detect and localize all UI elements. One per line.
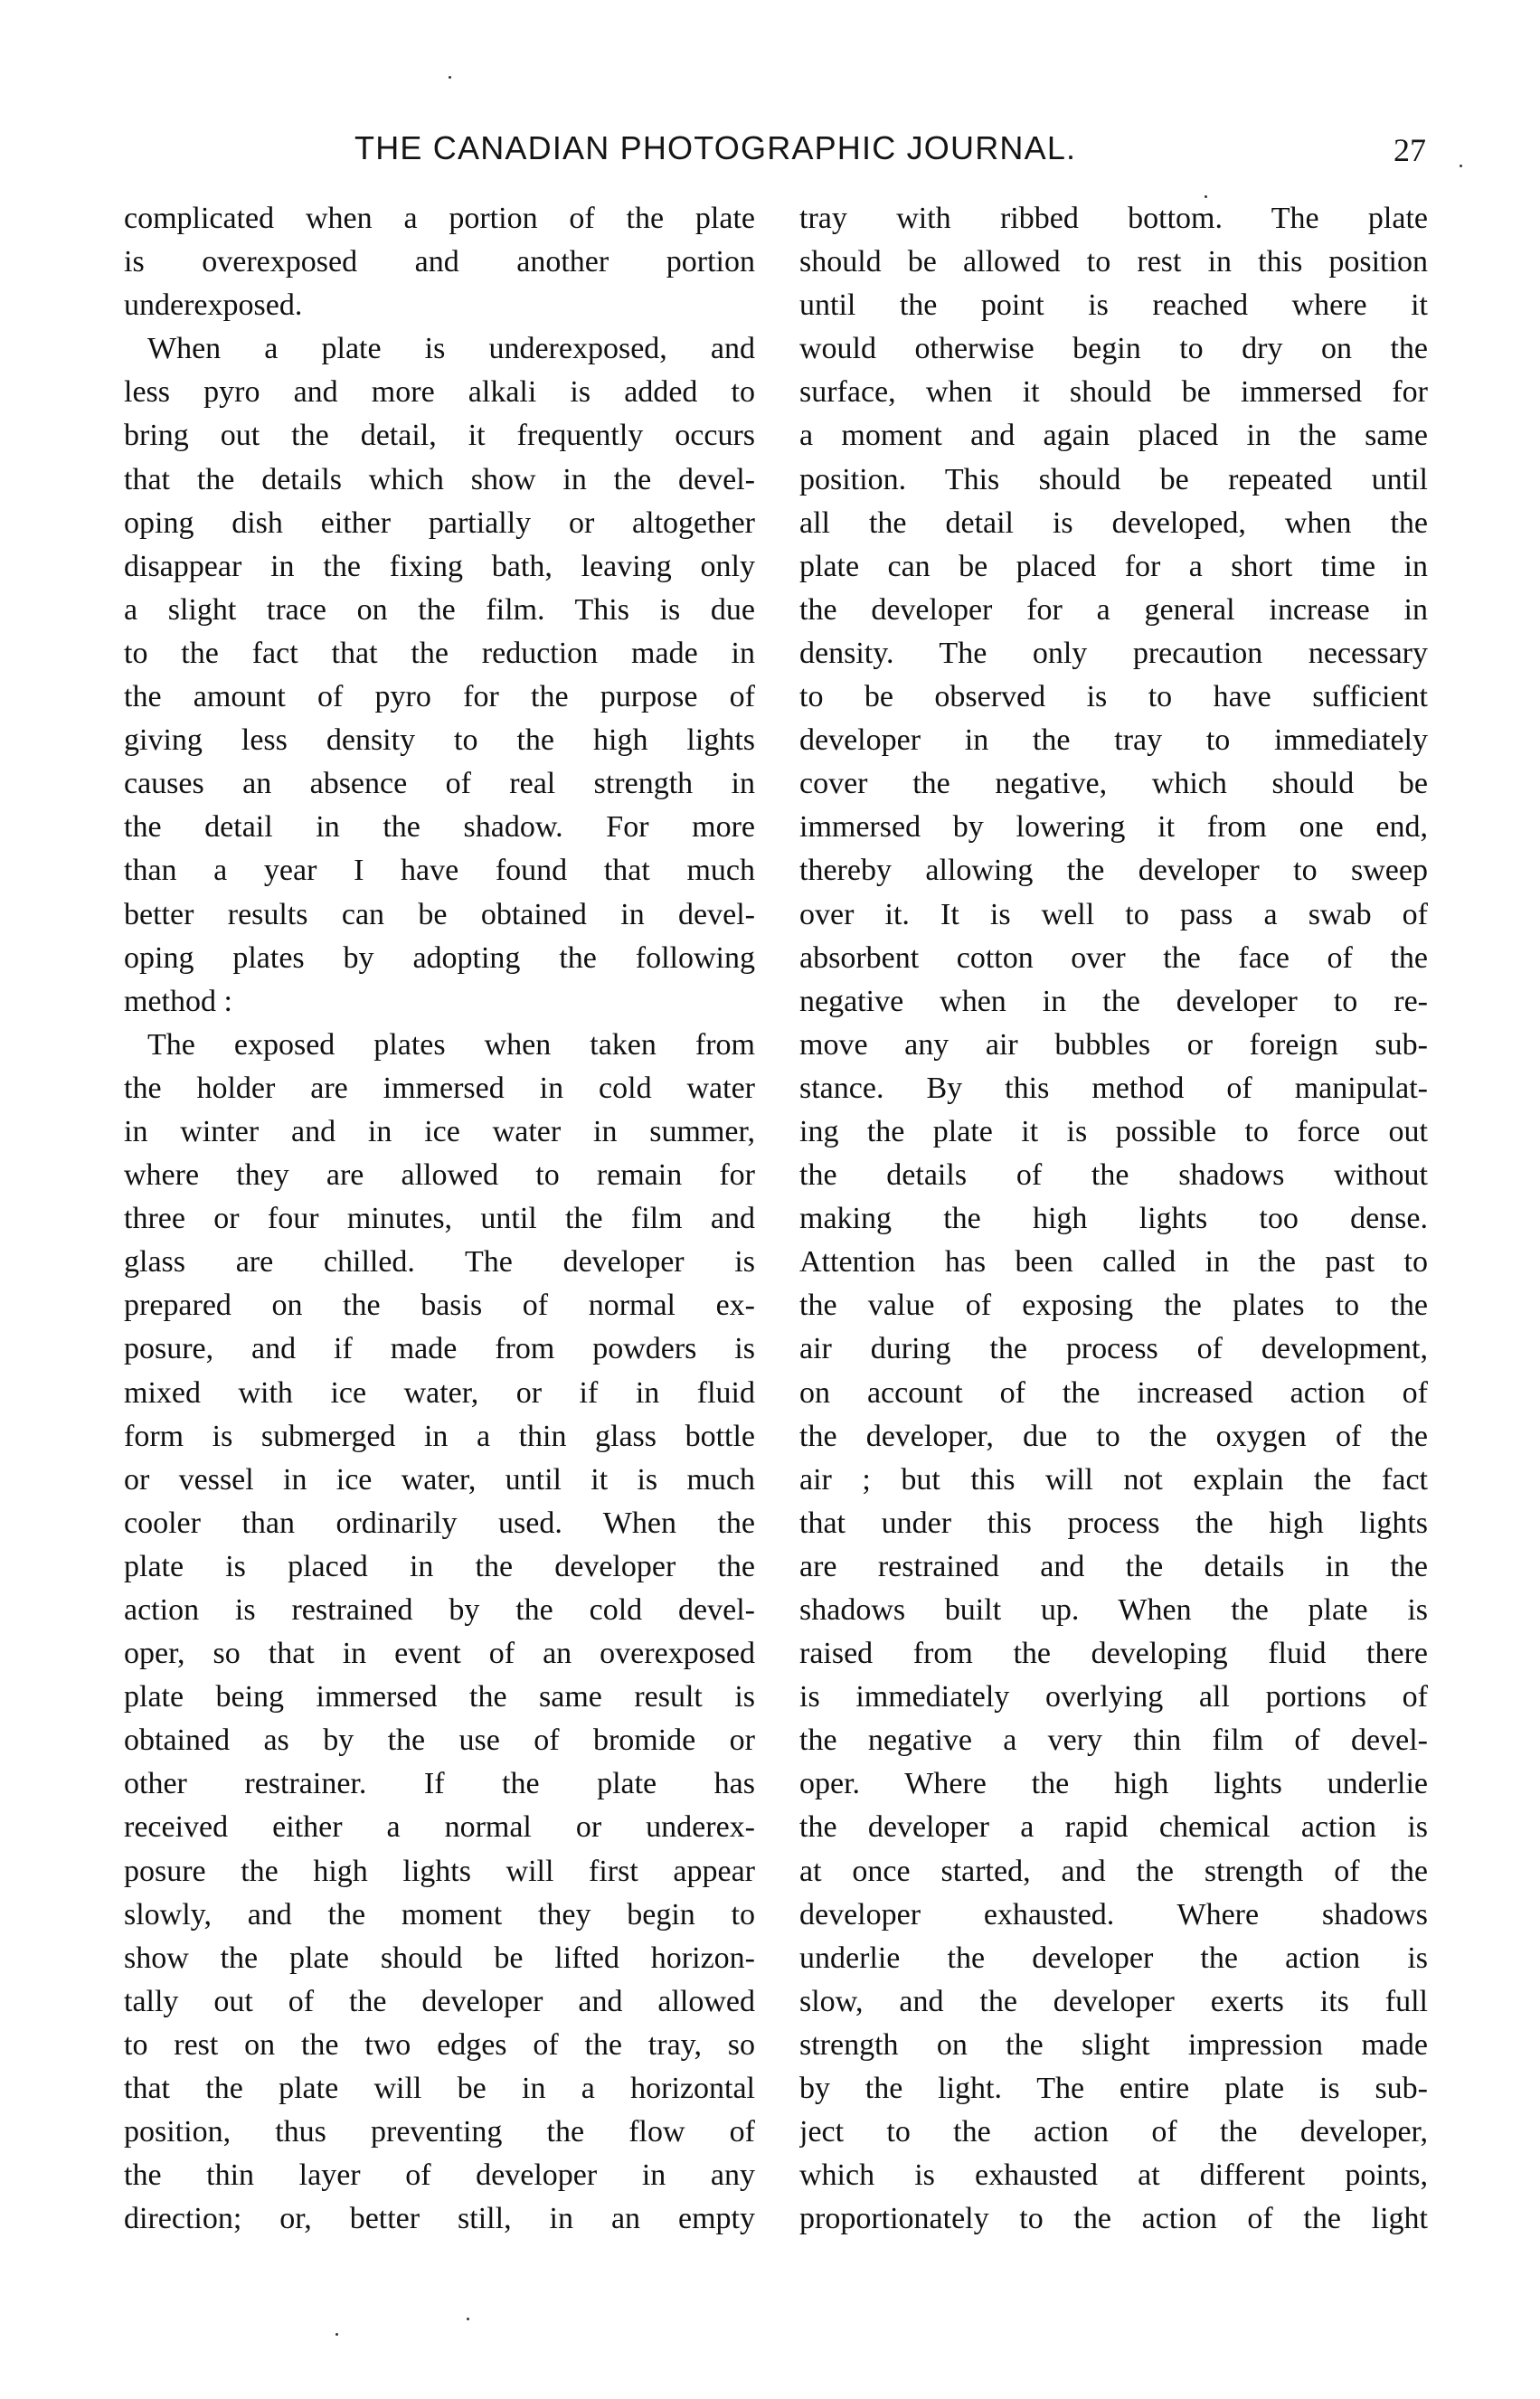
text-line: thereby allowing the developer to sweep [799, 854, 1428, 888]
text-line: proportionately to the action of the light [799, 2202, 1428, 2236]
text-line: air ; but this will not explain the fact [799, 1462, 1428, 1497]
text-line: plate can be placed for a short time in [799, 549, 1428, 583]
text-line: three or four minutes, until the film and [124, 1202, 755, 1236]
text-line: which is exhausted at different points, [799, 2158, 1428, 2193]
text-line: developer in the tray to immediately [799, 723, 1428, 758]
text-line: absorbent cotton over the face of the [799, 940, 1428, 975]
text-line: the detail in the shadow. For more [124, 810, 755, 845]
text-line: prepared on the basis of normal ex- [124, 1289, 755, 1323]
text-line: would otherwise begin to dry on the [799, 332, 1428, 366]
text-line: oping plates by adopting the following [124, 940, 755, 975]
text-line: less pyro and more alkali is added to [124, 375, 755, 410]
text-line: that the plate will be in a horizontal [124, 2072, 755, 2106]
text-line: at once started, and the strength of the [799, 1854, 1428, 1888]
text-line: bring out the detail, it frequently occurs [124, 419, 755, 453]
text-line: that the details which show in the devel- [124, 462, 755, 496]
text-line: should be allowed to rest in this position [799, 245, 1428, 279]
text-line: to the fact that the reduction made in [124, 636, 755, 670]
text-line: method : [124, 984, 232, 1018]
text-line: tally out of the developer and allowed [124, 1984, 755, 2018]
text-line: underexposed. [124, 288, 303, 323]
text-line: than a year I have found that much [124, 854, 755, 888]
text-line: move any air bubbles or foreign sub- [799, 1027, 1428, 1062]
text-line: until the point is reached where it [799, 288, 1428, 323]
text-line: giving less density to the high lights [124, 723, 755, 758]
text-line: show the plate should be lifted horizon- [124, 1941, 755, 1975]
text-line: oper. Where the high lights underlie [799, 1767, 1428, 1801]
text-line: negative when in the developer to re- [799, 984, 1428, 1018]
left-text-column [124, 197, 755, 2241]
running-header [0, 128, 1540, 174]
text-line: strength on the slight impression made [799, 2027, 1428, 2062]
text-line: disappear in the fixing bath, leaving only [124, 549, 755, 583]
text-line: better results can be obtained in devel- [124, 897, 755, 931]
text-line: the amount of pyro for the purpose of [124, 680, 755, 714]
text-line: cooler than ordinarily used. When the [124, 1506, 755, 1540]
text-line: tray with ribbed bottom. The plate [799, 202, 1428, 235]
text-line: direction; or, better still, in an empty [124, 2202, 755, 2236]
text-line: complicated when a portion of the plate [124, 202, 755, 235]
scan-speck [467, 2318, 469, 2320]
text-line: action is restrained by the cold devel- [124, 1593, 755, 1627]
page-number: 27 [1394, 132, 1426, 168]
text-line: slowly, and the moment they begin to [124, 1897, 755, 1931]
journal-title: THE CANADIAN PHOTOGRAPHIC JOURNAL. [354, 129, 1077, 166]
text-line: oping dish either partially or altogether [124, 505, 755, 540]
text-line: underlie the developer the action is [799, 1941, 1428, 1975]
text-line: the holder are immersed in cold water [124, 1071, 755, 1105]
text-line: a slight trace on the film. This is due [124, 592, 755, 627]
paragraph-first-line: The exposed plates when taken from [147, 1027, 755, 1062]
text-line: is overexposed and another portion [124, 245, 755, 279]
text-line: or vessel in ice water, until it is much [124, 1462, 755, 1497]
text-line: the details of the shadows without [799, 1158, 1428, 1193]
text-line: obtained as by the use of bromide or [124, 1724, 755, 1758]
text-line: to be observed is to have sufficient [799, 680, 1428, 714]
text-line: ject to the action of the developer, [799, 2115, 1428, 2149]
scan-speck [1460, 165, 1462, 167]
text-line: the developer a rapid chemical action is [799, 1810, 1428, 1845]
text-line: posure, and if made from powders is [124, 1332, 755, 1366]
text-line: oper, so that in event of an overexposed [124, 1637, 755, 1671]
scan-speck [1205, 195, 1207, 198]
text-line: slow, and the developer exerts its full [799, 1984, 1428, 2018]
text-line: where they are allowed to remain for [124, 1158, 755, 1193]
text-line: all the detail is developed, when the [799, 505, 1428, 540]
text-line: over it. It is well to pass a swab of [799, 897, 1428, 931]
text-line: causes an absence of real strength in [124, 767, 755, 801]
text-line: surface, when it should be immersed for [799, 375, 1428, 410]
text-line: in winter and in ice water in summer, [124, 1114, 755, 1148]
text-line: the value of exposing the plates to the [799, 1289, 1428, 1323]
text-line: Attention has been called in the past to [799, 1245, 1428, 1280]
text-line: the thin layer of developer in any [124, 2158, 755, 2193]
text-line: stance. By this method of manipulat- [799, 1071, 1428, 1105]
paragraph-first-line: When a plate is underexposed, and [147, 332, 755, 366]
text-line: are restrained and the details in the [799, 1549, 1428, 1583]
text-line: position. This should be repeated until [799, 462, 1428, 496]
text-line: developer exhausted. Where shadows [799, 1897, 1428, 1931]
text-line: by the light. The entire plate is sub- [799, 2072, 1428, 2106]
text-line: plate being immersed the same result is [124, 1680, 755, 1714]
scan-speck [335, 2333, 338, 2336]
text-line: other restrainer. If the plate has [124, 1767, 755, 1801]
scan-speck [449, 76, 451, 79]
text-line: the developer for a general increase in [799, 592, 1428, 627]
text-line: making the high lights too dense. [799, 1202, 1428, 1236]
text-line: cover the negative, which should be [799, 767, 1428, 801]
text-line: the developer, due to the oxygen of the [799, 1419, 1428, 1453]
text-line: immersed by lowering it from one end, [799, 810, 1428, 845]
text-line: density. The only precaution necessary [799, 636, 1428, 670]
text-line: is immediately overlying all portions of [799, 1680, 1428, 1714]
right-text-column [799, 197, 1428, 2241]
text-line: to rest on the two edges of the tray, so [124, 2027, 755, 2062]
text-line: form is submerged in a thin glass bottle [124, 1419, 755, 1453]
text-line: ing the plate it is possible to force out [799, 1114, 1428, 1148]
text-line: posure the high lights will first appear [124, 1854, 755, 1888]
text-line: received either a normal or underex- [124, 1810, 755, 1845]
text-line: that under this process the high lights [799, 1506, 1428, 1540]
text-line: glass are chilled. The developer is [124, 1245, 755, 1280]
text-line: a moment and again placed in the same [799, 419, 1428, 453]
text-line: mixed with ice water, or if in fluid [124, 1375, 755, 1410]
text-line: shadows built up. When the plate is [799, 1593, 1428, 1627]
text-line: raised from the developing fluid there [799, 1637, 1428, 1671]
text-line: the negative a very thin film of devel- [799, 1724, 1428, 1758]
text-line: plate is placed in the developer the [124, 1549, 755, 1583]
text-line: air during the process of development, [799, 1332, 1428, 1366]
text-line: on account of the increased action of [799, 1375, 1428, 1410]
text-line: position, thus preventing the flow of [124, 2115, 755, 2149]
